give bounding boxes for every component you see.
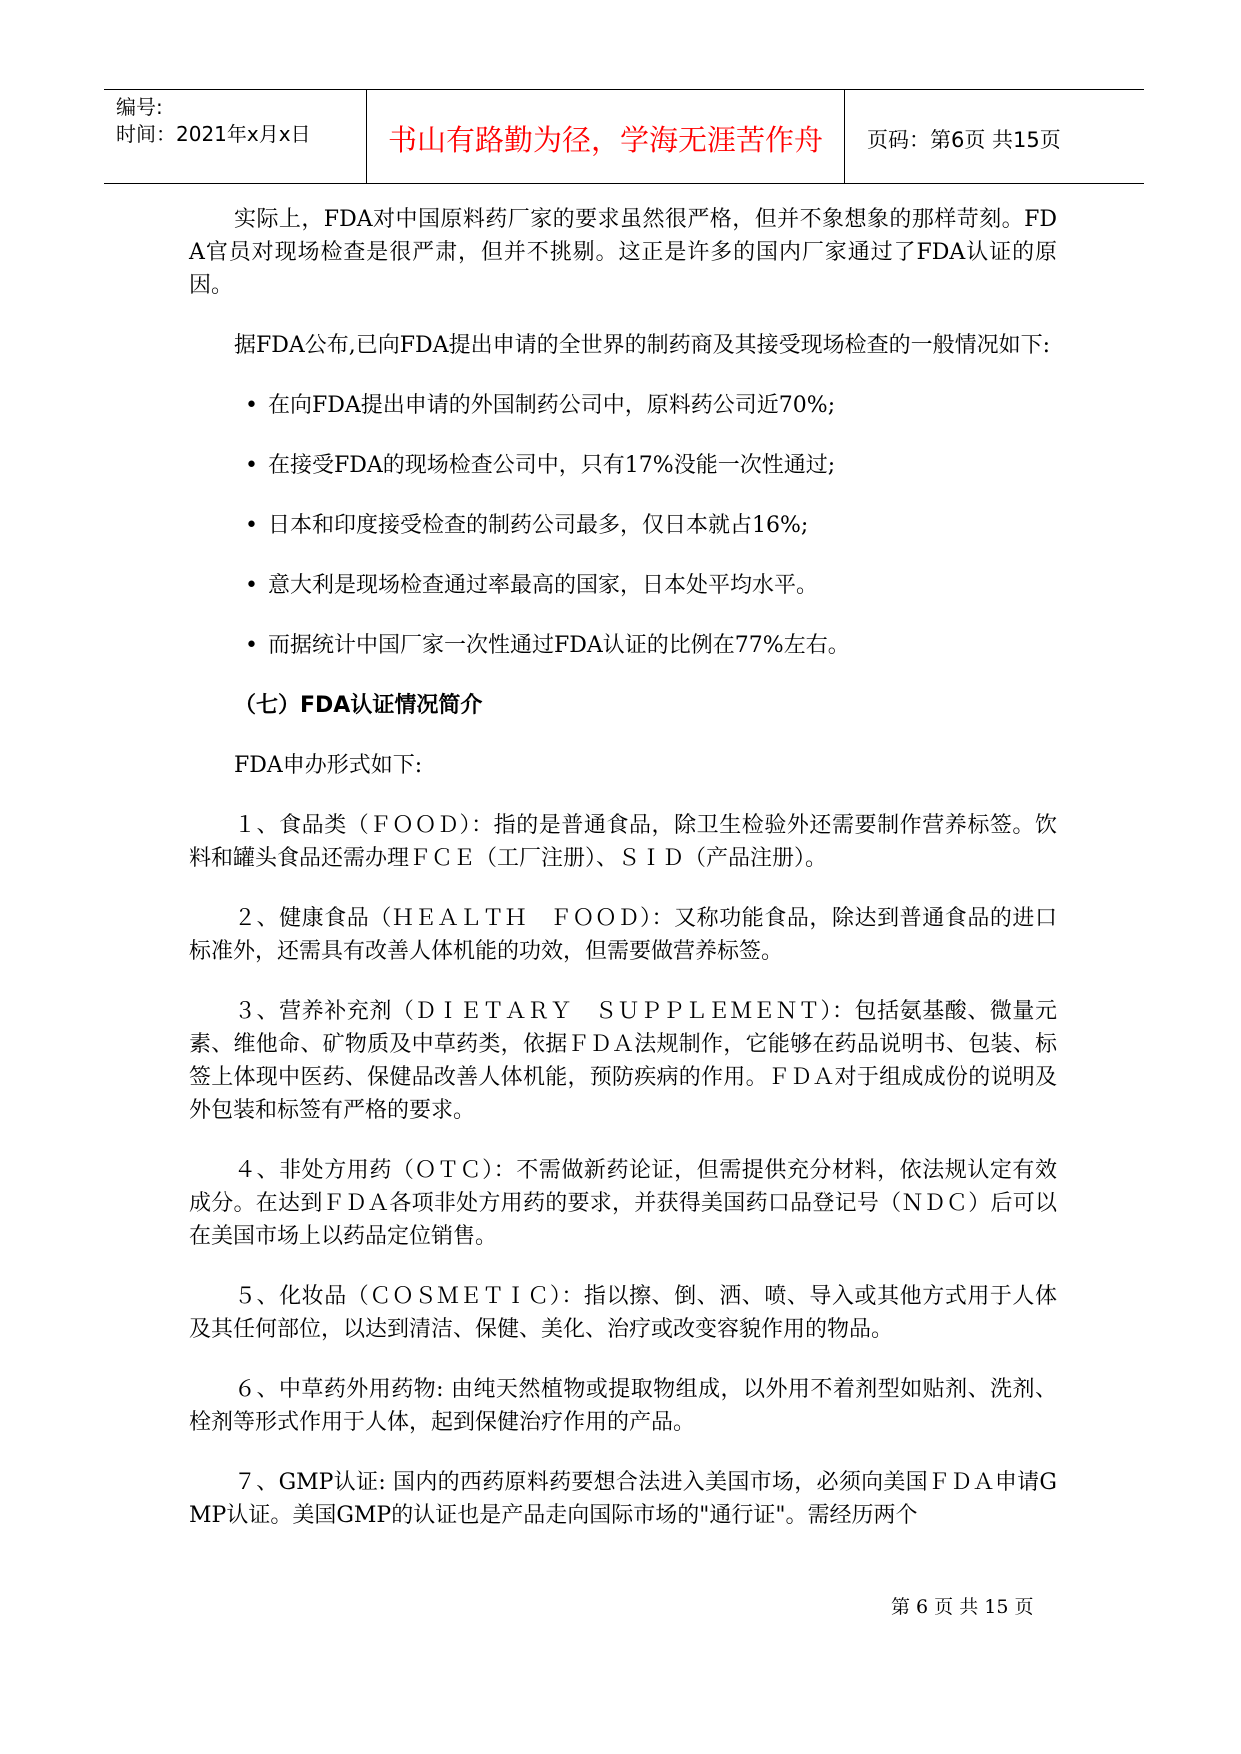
item-paragraph: ２、健康食品（ＨＥＡＬＴＨ ＦＯＯＤ）：又称功能食品，除达到普通食品的进口标准外，还需具有改善人体机能的功效，但需要做营养标签。 <box>189 906 1057 964</box>
list-item-text: 而据统计中国厂家一次性通过FDA认证的比例在77%左右。 <box>268 633 850 658</box>
bullet-icon: • <box>245 453 258 478</box>
list-item <box>189 509 1057 542</box>
item-paragraph: ６、中草药外用药物: 由纯天然植物或提取物组成，以外用不着剂型如贴剂、洗剂、栓剂等形式作用于人体，起到保健治疗作用的产品。 <box>189 1377 1057 1435</box>
number-label: 编号: <box>116 95 163 119</box>
item-paragraph: １、食品类（ＦＯＯＤ）：指的是普通食品，除卫生检验外还需要制作营养标签。饮料和罐头食品还需办理ＦＣＥ（工厂注册）、ＳＩＤ（产品注册）。 <box>189 813 1057 871</box>
bullet-icon: • <box>245 633 258 658</box>
list-item <box>189 569 1057 602</box>
header-motto: 书山有路勤为径，学海无涯苦作舟 <box>367 90 845 183</box>
bullet-icon: • <box>245 393 258 418</box>
list-item-text: 在接受FDA的现场检查公司中，只有17%没能一次性通过; <box>268 453 836 478</box>
paragraph: 实际上，FDA对中国原料药厂家的要求虽然很严格，但并不象想象的那样苛刻。FDA官员对现场检查是很严肃，但并不挑剔。这正是许多的国内厂家通过了FDA认证的原因。 <box>189 207 1057 298</box>
bullet-icon: • <box>245 573 258 598</box>
intro-paragraph: FDA申办形式如下: <box>234 753 423 778</box>
section-heading: （七）FDA认证情况简介 <box>234 693 483 718</box>
bullet-icon: • <box>245 513 258 538</box>
document-body <box>189 203 1057 1559</box>
item-paragraph: ４、非处方用药（ＯＴＣ）：不需做新药论证，但需提供充分材料，依法规认定有效成分。在达到ＦＤＡ各项非处方用药的要求，并获得美国药口品登记号（ＮＤＣ）后可以在美国市场上以药品定位销售。 <box>189 1158 1057 1249</box>
paragraph: 据FDA公布,已向FDA提出申请的全世界的制药商及其接受现场检查的一般情况如下: <box>234 333 1050 358</box>
header-page-label: 页码：第6页 共15页 <box>867 127 1061 152</box>
list-item <box>189 449 1057 482</box>
page-footer: 第 6 页 共 15 页 <box>891 1596 1034 1618</box>
list-item-text: 在向FDA提出申请的外国制药公司中，原料药公司近70%; <box>268 393 836 418</box>
item-paragraph: ３、营养补充剂（ＤＩＥＴＡＲＹ ＳＵＰＰＬＥＭＥＮＴ）：包括氨基酸、微量元素、维他命、矿物质及中草药类，依据ＦＤＡ法规制作，它能够在药品说明书、包装、标签上体现中医药、保健品改善人体机能，预防疾病的作用。ＦＤＡ对于组成成份的说明及外包装和标签有严格的要求。 <box>189 999 1057 1123</box>
page-header <box>104 89 1144 184</box>
list-item <box>189 629 1057 662</box>
list-item-text: 日本和印度接受检查的制药公司最多，仅日本就占16%; <box>268 513 809 538</box>
item-paragraph: ５、化妆品（ＣＯＳＭＥＴＩＣ）：指以擦、倒、洒、喷、导入或其他方式用于人体及其任何部位，以达到清洁、保健、美化、治疗或改变容貌作用的物品。 <box>189 1284 1057 1342</box>
time-label: 时间：2021年x月x日 <box>116 122 311 146</box>
header-meta <box>104 90 367 183</box>
list-item <box>189 389 1057 422</box>
list-item-text: 意大利是现场检查通过率最高的国家，日本处平均水平。 <box>268 573 819 598</box>
item-paragraph: ７、GMP认证: 国内的西药原料药要想合法进入美国市场，必须向美国ＦＤＡ申请GMP认证。美国GMP的认证也是产品走向国际市场的"通行证"。需经历两个 <box>189 1470 1057 1528</box>
